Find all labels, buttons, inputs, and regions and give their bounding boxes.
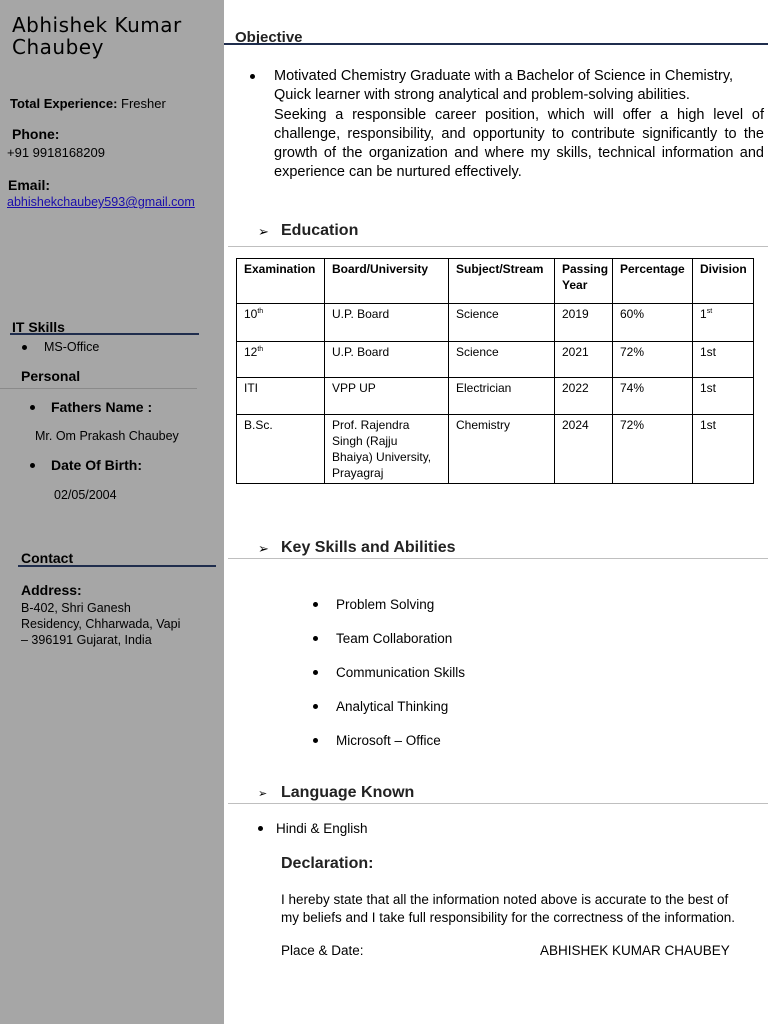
experience-value: Fresher <box>117 96 166 111</box>
name-line-2: Chaubey <box>12 35 104 59</box>
personal-title: Personal <box>21 368 81 384</box>
skill-item: Communication Skills <box>336 665 466 680</box>
declaration-line: I hereby state that all the information noted above is accurate to the best of <box>281 892 729 907</box>
bullet-icon <box>30 405 35 410</box>
fathers-name-label: Fathers Name : <box>51 399 153 415</box>
cell-text: 10 <box>244 307 258 321</box>
language-title: Language Known <box>281 784 415 801</box>
table-cell: Science <box>449 304 555 342</box>
table-cell: 2024 <box>555 415 613 484</box>
table-cell: 72% <box>613 342 693 378</box>
it-skill-item: MS-Office <box>44 340 100 354</box>
arrow-bullet-icon: ➢ <box>258 788 268 800</box>
column-header: Board/University <box>325 259 449 304</box>
table-cell: B.Sc. <box>237 415 325 484</box>
email-label: Email: <box>8 177 51 193</box>
objective-paragraph: Seeking a responsible career position, which will offer a high level of challenge, responsibility, and opportunity to contribute significantly to the growth of the organization and where my skills, technical information and experience can be nurtured effectively. <box>274 106 764 181</box>
table-cell <box>237 342 325 378</box>
table-row <box>237 342 754 378</box>
cell-text: 12 <box>244 345 258 359</box>
experience-label: Total Experience: <box>10 96 118 111</box>
table-cell: Science <box>449 342 555 378</box>
bullet-icon <box>313 704 318 709</box>
table-cell: U.P. Board <box>325 304 449 342</box>
arrow-bullet-icon: ➢ <box>258 224 269 239</box>
bullet-icon <box>313 670 318 675</box>
table-cell: VPP UP <box>325 378 449 415</box>
skills-title: Key Skills and Abilities <box>281 539 456 556</box>
bullet-icon <box>258 826 263 831</box>
signature-name: ABHISHEK KUMAR CHAUBEY <box>540 943 730 958</box>
table-cell: 74% <box>613 378 693 415</box>
place-date-label: Place & Date: <box>281 943 364 958</box>
name-line-1: Abhishek Kumar <box>12 13 182 37</box>
table-cell: Prof. Rajendra Singh (Rajju Bhaiya) University, Prayagraj <box>325 415 449 484</box>
table-cell: 2022 <box>555 378 613 415</box>
objective-line-1: Motivated Chemistry Graduate with a Bachelor of Science in Chemistry, <box>274 68 734 84</box>
table-cell <box>693 304 754 342</box>
declaration-line: my beliefs and I take full responsibility for the correctness of the information. <box>281 910 735 925</box>
bullet-icon <box>313 738 318 743</box>
objective-line-2: Quick learner with strong analytical and problem-solving abilities. <box>274 87 690 104</box>
table-cell: 1st <box>693 342 754 378</box>
skill-item: Problem Solving <box>336 597 435 612</box>
objective-text <box>274 67 764 183</box>
column-header: Examination <box>237 259 325 304</box>
cell-sup: th <box>257 346 264 353</box>
bullet-icon <box>22 345 27 350</box>
column-header: Subject/Stream <box>449 259 555 304</box>
column-header: Percentage <box>613 259 693 304</box>
table-cell: Electrician <box>449 378 555 415</box>
bullet-icon <box>313 602 318 607</box>
table-cell: 60% <box>613 304 693 342</box>
dob-label: Date Of Birth: <box>51 457 142 473</box>
table-row <box>237 415 754 484</box>
education-table <box>236 258 754 484</box>
table-cell <box>237 304 325 342</box>
arrow-bullet-icon: ➢ <box>258 541 269 556</box>
table-cell: 1st <box>693 415 754 484</box>
cell-sup: st <box>706 308 713 315</box>
total-experience <box>10 96 166 111</box>
fathers-name-value: Mr. Om Prakash Chaubey <box>35 429 179 443</box>
table-cell: 2019 <box>555 304 613 342</box>
address-value <box>21 600 180 648</box>
bullet-icon <box>250 74 255 79</box>
table-cell: U.P. Board <box>325 342 449 378</box>
skill-item: Team Collaboration <box>336 631 453 646</box>
cell-sup: th <box>257 308 264 315</box>
column-header: Passing Year <box>555 259 613 304</box>
candidate-name <box>12 14 182 58</box>
phone-label: Phone: <box>12 126 60 142</box>
contact-title: Contact <box>21 550 74 566</box>
cell-text: 1 <box>700 307 707 321</box>
objective-divider <box>224 43 768 45</box>
objective-title: Objective <box>235 29 303 46</box>
table-row <box>237 378 754 415</box>
address-line: Residency, Chharwada, Vapi <box>21 617 181 631</box>
address-line: – 396191 Gujarat, India <box>21 633 152 647</box>
contact-divider <box>18 565 216 567</box>
education-divider <box>228 246 768 247</box>
address-line: B-402, Shri Ganesh <box>21 601 131 615</box>
skills-divider <box>228 558 768 559</box>
it-skills-title: IT Skills <box>12 319 65 335</box>
it-skills-divider <box>10 333 199 335</box>
phone-value: +91 9918168209 <box>7 145 105 160</box>
table-cell: 1st <box>693 378 754 415</box>
column-header: Division <box>693 259 754 304</box>
table-header-row <box>237 259 754 304</box>
table-cell: ITI <box>237 378 325 415</box>
education-title: Education <box>281 222 359 239</box>
declaration-text <box>281 891 735 927</box>
bullet-icon <box>313 636 318 641</box>
language-divider <box>228 803 768 804</box>
declaration-title: Declaration: <box>281 855 374 872</box>
bullet-icon <box>30 463 35 468</box>
table-cell: Chemistry <box>449 415 555 484</box>
skill-item: Microsoft – Office <box>336 733 441 748</box>
dob-value: 02/05/2004 <box>54 488 117 502</box>
email-link[interactable]: abhishekchaubey593@gmail.com <box>7 195 195 209</box>
table-cell: 72% <box>613 415 693 484</box>
skill-item: Analytical Thinking <box>336 699 449 714</box>
table-cell: 2021 <box>555 342 613 378</box>
address-label: Address: <box>21 582 82 598</box>
language-value: Hindi & English <box>276 821 368 836</box>
table-row <box>237 304 754 342</box>
personal-divider <box>0 388 197 389</box>
